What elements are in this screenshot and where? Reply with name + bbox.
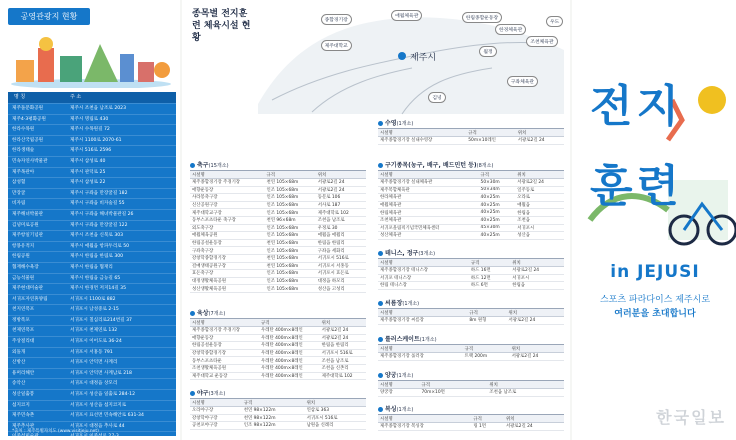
map-chip: 한림종합운동장 <box>462 12 502 23</box>
table-row: 한림 테니스장 하드 6면 한림읍 <box>378 282 564 290</box>
table-header-row: 시설명 규격 위치 <box>378 171 564 179</box>
soccer-section-title: 축구(15개소) <box>190 160 229 169</box>
jeju-landmarks-illustration <box>10 30 172 88</box>
table-header-row: 시설명 규격 위치 <box>190 171 366 179</box>
table-row: 제주4·3평화공원 제주시 명림로 430 <box>8 114 176 125</box>
table-row: 제주민속촌 서귀포시 표선면 민속해안로 631-34 <box>8 410 176 421</box>
map-chip: 월정 <box>479 46 496 57</box>
table-row: 애향운동장 인조 105×68m 서광로2길 24 <box>190 186 366 194</box>
table-row: 금능석물원 제주시 한림읍 금능길 65 <box>8 273 176 284</box>
table-row: 제주종합경기장 롤러장 트랙 200m 서광로2길 24 <box>378 353 564 361</box>
swim-table <box>378 128 564 145</box>
table-row: 서귀포자연휴양림 서귀포시 1100로 882 <box>8 294 176 305</box>
table-row: 구좌축구장 인조 105×68m 구좌읍 세화리 <box>190 247 366 255</box>
wrestling-table <box>378 308 564 325</box>
table-row: 한라체육관 40×25m 오라로 <box>378 194 564 202</box>
cover-title-line2: 훈련 <box>590 161 684 212</box>
table-row: 조천체육관 40×25m 조천읍 <box>378 216 564 224</box>
cover-title-line1: 전지 <box>590 81 684 132</box>
table-row: 제주대학교 운동장 우레탄 400m×8레인 제주대학로 102 <box>190 372 366 380</box>
table-row: 민속자연사박물관 제주시 삼성로 40 <box>8 156 176 167</box>
table-row: 만장굴 제주시 구좌읍 만장굴길 182 <box>8 188 176 199</box>
table-row: 정방폭포 서귀포시 칠십리로214번길 37 <box>8 315 176 326</box>
map-city-label: 제주시 <box>410 53 437 63</box>
map-chip: 애월체육관 <box>391 10 422 21</box>
cover-subtitle-2: 여러분을 초대합니다 <box>614 309 696 319</box>
table-row: 공천포야구장 인조 98×122m 남원읍 신례리 <box>190 422 366 430</box>
boxing-section-title: 복싱(1개소) <box>378 404 413 413</box>
table-row: 신산공원구장 인조 105×68m 서사로 187 <box>190 201 366 209</box>
facilities-panel <box>182 0 570 440</box>
table-row: 성산일출봉 서귀포시 성산읍 일출로 284-12 <box>8 389 176 400</box>
table-row: 비자림 제주시 구좌읍 비자숲길 55 <box>8 198 176 209</box>
tennis-table <box>378 258 564 290</box>
table-row: 제주종합경기장 주경기장 우레탄 400m×8레인 서광로2길 24 <box>190 327 366 335</box>
facilities-title: 종목별 전지훈련 체육시설 현황 <box>192 9 251 43</box>
table-row: 제주항일기념관 제주시 조천읍 신북로 303 <box>8 230 176 241</box>
baseball-section-title: 야구(3개소) <box>190 388 225 397</box>
table-row: 천지연폭포 서귀포시 남성중로 2-15 <box>8 304 176 315</box>
table-row: 성산생활체육공원 인조 105×68m 성산읍 고성리 <box>190 285 366 293</box>
table-row: 제주복합체육관 50×34m 일주동로 <box>378 186 564 194</box>
table-row: 외도축구장 인조 105×68m 우정로 30 <box>190 224 366 232</box>
table-row: 동부스포츠타운 축구장 천연 96×68m 조천읍 남조로 <box>190 216 366 224</box>
table-row: 항몽유적지 제주시 애월읍 항파두리로 50 <box>8 241 176 252</box>
table-row: 제주종합경기장 실내수영장 50m×10레인 서광로2길 24 <box>378 137 564 145</box>
table-row: 조천생활체육공원 우레탄 400m×8레인 조천읍 신촌리 <box>190 364 366 372</box>
wrestling-section-title: 씨름장(1개소) <box>378 298 419 307</box>
cover-in-jejusi: in JEJUSI <box>610 262 700 282</box>
table-row: 양궁장 70m×10면 조천읍 남조로 <box>378 389 564 397</box>
table-row: 강창학야구장 천연 98×122m 서귀포시 516로 <box>190 414 366 422</box>
archery-table <box>378 380 564 397</box>
table-row: 한림체육관 40×25m 한림읍 <box>378 209 564 217</box>
table-row: 서귀포올림픽기념국민체육센터 45×30m 서귀포시 <box>378 224 564 232</box>
source-note: *출처 : 제주특별자치도 (www.visitjeju.net) <box>12 429 99 434</box>
ball-table <box>378 170 564 240</box>
map-chip: 우도 <box>546 16 563 27</box>
table-row: 외돌개 서귀포시 서홍동 791 <box>8 347 176 358</box>
table-row: 강창학종합경기장 천연 105×68m 서귀포시 516로 <box>190 254 366 262</box>
table-row: 제주해녀박물관 제주시 구좌읍 해녀박물관길 26 <box>8 209 176 220</box>
tourist-sites-heading: 공영관광지 현황 <box>8 8 90 25</box>
table-row: 이중섭미술관 서귀포시 이중섭로 27-3 <box>8 431 176 440</box>
table-row: 협재해수욕장 제주시 한림읍 협재리 <box>8 262 176 273</box>
map-chip: 김녕 <box>428 92 445 103</box>
map-chip: 조천체육관 <box>526 36 557 47</box>
table-row: 송악산 서귀포시 대정읍 상모리 <box>8 378 176 389</box>
table-row: 천제연폭포 서귀포시 천제연로 132 <box>8 325 176 336</box>
athletics-section-title: 육상(7개소) <box>190 308 225 317</box>
ball-section-title: 구기종목(농구, 배구, 배드민턴 등)(8개소) <box>378 160 493 169</box>
table-row: 용머리해안 서귀포시 안덕면 사계남로 218 <box>8 368 176 379</box>
table-row: 주상절리대 서귀포시 이어도로 36-24 <box>8 336 176 347</box>
table-row: 성산체육관 40×25m 성산읍 <box>378 232 564 240</box>
table-header-row: 시설명 규격 위치 <box>190 399 366 407</box>
roller-table <box>378 344 564 361</box>
athletics-table <box>190 318 366 380</box>
table-row: 서귀포 테니스장 하드 12면 서귀포시 <box>378 274 564 282</box>
boxing-table <box>378 414 564 431</box>
archery-section-title: 양궁(1개소) <box>378 370 413 379</box>
table-row: 제주종합경기장 주경기장 천연 105×68m 서광로2길 24 <box>190 179 366 187</box>
table-row: 한라생태숲 제주시 516로 2596 <box>8 145 176 156</box>
swim-section-title: 수영(1개소) <box>378 118 413 127</box>
table-row: 강창학종합경기장 우레탄 400m×8레인 서귀포시 516로 <box>190 349 366 357</box>
table-row: 한림공원 제주시 한림읍 한림로 300 <box>8 251 176 262</box>
table-header-row: 시설명 규격 위치 <box>378 345 564 353</box>
roller-section-title: 롤러스케이트(1개소) <box>378 334 437 343</box>
table-row: 제주현대미술관 제주시 한경면 저지14길 35 <box>8 283 176 294</box>
table-row: 제주종합경기장 테니스장 하드 16면 서광로2길 24 <box>378 267 564 275</box>
table-row: 제주종합경기장 복싱장 링 1면 서광로2길 24 <box>378 423 564 431</box>
table-header-row: 시설명 규격 위치 <box>378 309 564 317</box>
table-row: 삼성혈 제주시 삼성로 22 <box>8 177 176 188</box>
cover-panel <box>572 0 736 440</box>
table-row: 효돈축구장 인조 105×68m 서귀포시 효돈로 <box>190 270 366 278</box>
table-row: 제주종합경기장 실내체육관 50×30m 서광로2길 24 <box>378 179 564 187</box>
map-chip: 구좌체육관 <box>507 76 538 87</box>
tourist-sites-panel <box>0 0 180 440</box>
table-row: 동부스포츠타운 우레탄 400m×8레인 조천읍 남조로 <box>190 357 366 365</box>
table-row: 섭지코지 서귀포시 성산읍 섭지코지로 <box>8 400 176 411</box>
table-row: 걸매생태공원구장 천연 105×68m 서귀포시 서홍동 <box>190 262 366 270</box>
baseball-table <box>190 398 366 430</box>
map-chip: 한경체육관 <box>495 24 526 35</box>
map-chip: 제주대학교 <box>321 40 352 51</box>
table-row: 한라산국립공원 제주시 1100로 2070-61 <box>8 135 176 146</box>
map-chip: 종합경기장 <box>321 14 352 25</box>
table-row: 김녕미로공원 제주시 구좌읍 만장굴길 122 <box>8 220 176 231</box>
table-row: 한라수목원 제주시 수목원길 72 <box>8 124 176 135</box>
cover-subtitle-1: 스포츠 파라다이스 제주시로 <box>599 295 711 305</box>
soccer-table <box>190 170 366 293</box>
table-header: 명 칭 주 소 <box>8 92 176 103</box>
newspaper-watermark: 한국일보 <box>656 408 726 427</box>
table-row: 애향운동장 우레탄 400m×8레인 서광로2길 24 <box>190 334 366 342</box>
table-row: 제주목관아 제주시 관덕로 25 <box>8 167 176 178</box>
table-row: 애월체육공원 인조 105×68m 애월읍 애월리 <box>190 232 366 240</box>
tennis-section-title: 테니스, 정구(3개소) <box>378 248 435 257</box>
table-row: 대정생활체육공원 인조 105×68m 대정읍 하모리 <box>190 277 366 285</box>
table-header-row: 시설명 규격 위치 <box>190 319 366 327</box>
table-row: 산방산 서귀포시 안덕면 사계리 <box>8 357 176 368</box>
table-row: 애월체육관 40×25m 애월읍 <box>378 201 564 209</box>
table-row: 오라야구장 천연 98×122m 연삼로 363 <box>190 407 366 415</box>
table-header-row: 시설명 규격 위치 <box>378 129 564 137</box>
table-header-row: 시설명 규격 위치 <box>378 381 564 389</box>
table-header-row: 시설명 규격 위치 <box>378 259 564 267</box>
table-row: 한림공설운동장 천연 105×68m 한림읍 한림리 <box>190 239 366 247</box>
table-row: 제주추사관 서귀포시 대정읍 추사로 44 <box>8 421 176 432</box>
table-row: 제주종합경기장 씨름장 8m 원형 서광로2길 24 <box>378 317 564 325</box>
table-row: 제주돌문화공원 제주시 조천읍 남조로 2023 <box>8 103 176 114</box>
table-row: 사라봉축구장 인조 105×68m 동문로 106 <box>190 194 366 202</box>
table-row: 제주대학교구장 인조 105×68m 제주대학로 102 <box>190 209 366 217</box>
table-header-row: 시설명 규격 위치 <box>378 415 564 423</box>
table-row: 한림공설운동장 우레탄 400m×8레인 한림읍 한림리 <box>190 342 366 350</box>
tourist-sites-table <box>8 92 176 440</box>
